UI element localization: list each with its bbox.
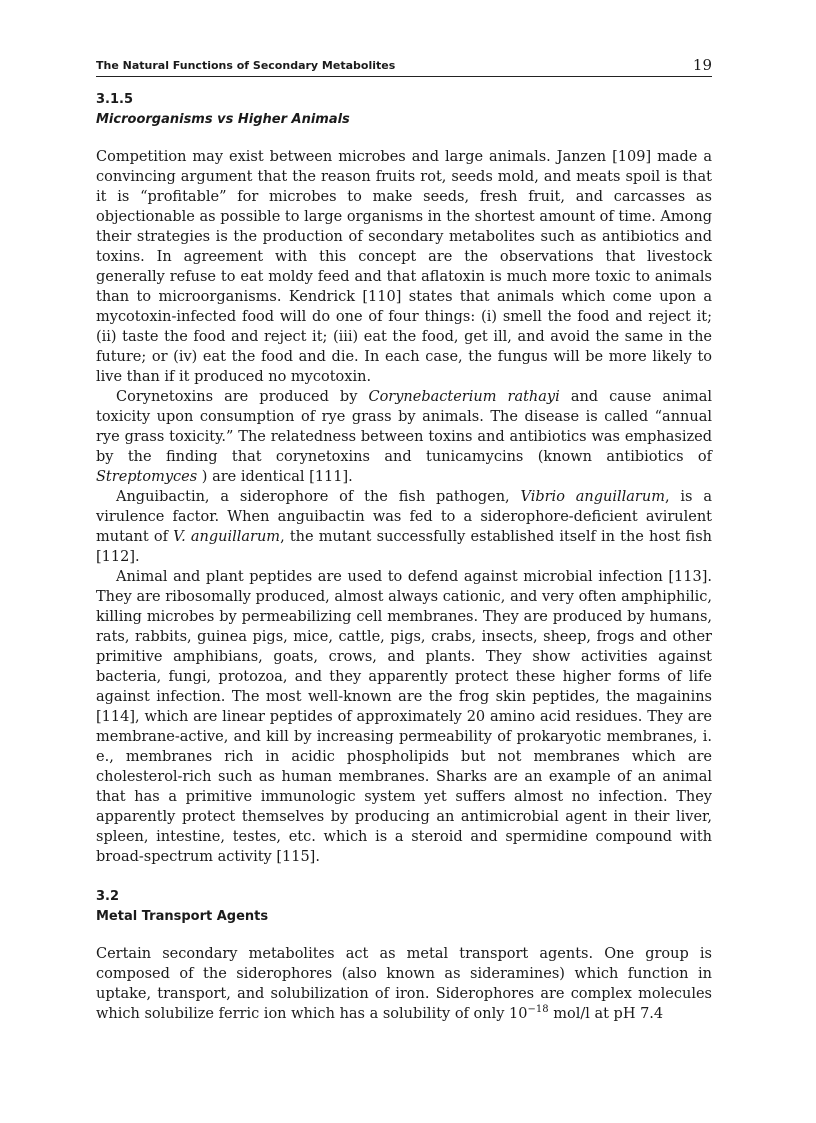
section-title: Microorganisms vs Higher Animals: [96, 112, 350, 127]
text-run: Corynetoxins are produced by: [116, 389, 369, 405]
text-run: Anguibactin, a siderophore of the fish pathogen,: [116, 489, 521, 505]
text-run: mol/l at pH 7.4: [548, 1006, 664, 1022]
text-run: Certain secondary metabolites act as metal transport agents. One group is composed of the siderophores (also known as sideramines) which function in uptake, transport, and solubilization of iron. Siderophores are complex molecules which solubilize ferric ion which has a solubility of only 10: [96, 946, 712, 1022]
genus-name: Streptomyces: [96, 469, 198, 485]
section-heading: [96, 90, 712, 130]
running-title: The Natural Functions of Secondary Metabolites: [96, 59, 396, 72]
paragraph: Competition may exist between microbes and large animals. Janzen [109] made a convincing argument that the reason fruits rot, seeds mold, and meats spoil is that it is “profitable” for microbes to make seeds, fresh fruit, and carcasses as objectionable as possible to large organisms in the shortest amount of time. Among their strategies is the production of secondary metabolites such as antibiotics and toxins. In agreement with this concept are the observations that livestock generally refuse to eat moldy feed and that aflatoxin is much more toxic to animals than to microorganisms. Kendrick [110] states that animals which come upon a mycotoxin-infected food will do one of four things: (i) smell the food and reject it; (ii) taste the food and reject it; (iii) eat the food, get ill, and avoid the same in the future; or (iv) eat the food and die. In each case, the fungus will be more likely to live than if it produced no mycotoxin.: [96, 149, 712, 385]
paragraph: [96, 387, 712, 487]
paragraph: Animal and plant peptides are used to defend against microbial infection [113]. They are ribosomally produced, almost always cationic, and very often amphiphilic, killing microbes by permeabilizing cell membranes. They are produced by humans, rats, rabbits, guinea pigs, mice, cattle, pigs, crabs, insects, sheep, frogs and other primitive amphibians, goats, crows, and plants. They show activities against bacteria, fungi, protozoa, and they apparently protect these higher forms of life against infection. The most well-known are the frog skin peptides, the magainins [114], which are linear peptides of approximately 20 amino acid residues. They are membrane-active, and kill by increasing permeability of prokaryotic membranes, i. e., membranes rich in acidic phospholipids but not membranes which are cholesterol-rich such as human membranes. Sharks are an example of an animal that has a primitive immunologic system yet suffers almost no infection. They apparently protect themselves by producing an antimicrobial agent in their liver, spleen, intestine, testes, etc. which is a steroid and spermidine compound with broad-spectrum activity [115].: [96, 569, 712, 865]
species-name: Corynebacterium rathayi: [368, 389, 560, 405]
section-number: 3.2: [96, 889, 120, 904]
text-run: and cause animal toxicity upon consumption of rye grass by animals. The disease is called “annual rye grass toxicity.” The relatedness between toxins and antibiotics was emphasized by the finding that corynetoxins and tunicamycins (known antibiotics of: [96, 389, 712, 465]
text-run: , is a virulence factor. When anguibactin was fed to a siderophore-deficient avirulent mutant of: [96, 489, 712, 545]
section-number: 3.1.5: [96, 92, 134, 107]
text-run: ) are identical [111].: [197, 469, 353, 485]
species-name: Vibrio anguillarum: [520, 489, 665, 505]
running-header: [96, 56, 712, 77]
section-title: Metal Transport Agents: [96, 909, 269, 924]
page-number: 19: [692, 56, 712, 74]
main-content: [96, 90, 712, 1024]
section-heading: [96, 887, 712, 927]
text-run: , the mutant successfully established itself in the host fish [112].: [96, 529, 712, 565]
exponent: −18: [527, 1004, 549, 1015]
paragraph: [96, 944, 712, 1024]
species-name: V. anguillarum: [173, 529, 281, 545]
paragraph: [96, 487, 712, 567]
